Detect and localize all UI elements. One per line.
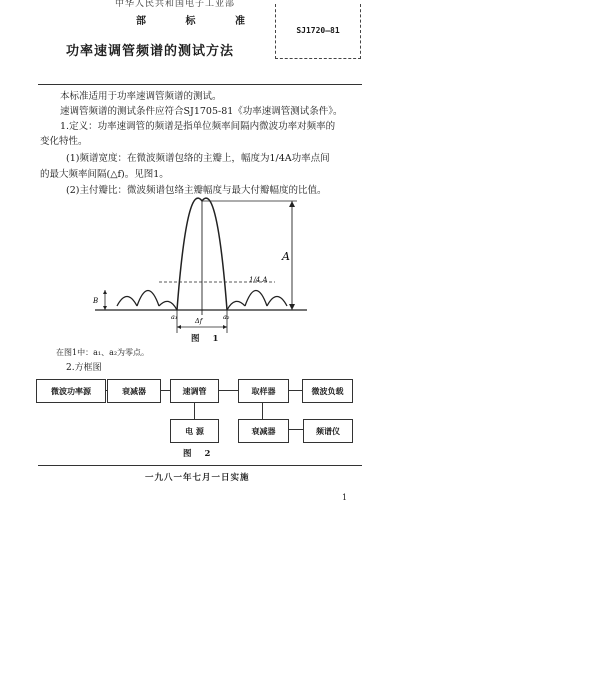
effective-date: 一九八一年七月一日实施 <box>145 473 250 483</box>
para-spectrum-width-2: 的最大频率间隔(△f)。见图1。 <box>40 169 169 180</box>
fig1-label-a1: a₁ <box>171 313 178 321</box>
figure1-caption: 图 1 <box>191 334 224 344</box>
box-spectrum-analyzer-label: 频谱仪 <box>316 425 340 436</box>
fig1-side-lobes-left <box>117 291 177 311</box>
box-sampler <box>238 379 289 403</box>
header-top-line: 中华人民共和国电子工业部 <box>115 0 236 9</box>
standard-number-box <box>275 4 361 59</box>
figure2-caption: 图 2 <box>183 449 216 459</box>
para-lobe-ratio: (2)主付瓣比：微波频谱包络主瓣幅度与最大付瓣幅度的比值。 <box>66 185 327 196</box>
box-power-supply-label: 电 源 <box>185 425 204 436</box>
page-number: 1 <box>342 493 348 502</box>
conn-klystron-power <box>194 402 195 419</box>
box-klystron-label: 速调管 <box>182 385 207 396</box>
box-attenuator-1 <box>107 379 161 403</box>
box-klystron <box>170 379 219 403</box>
box-attenuator-1-label: 衰减器 <box>122 385 146 396</box>
fig1-label-a: A <box>282 250 290 263</box>
box-attenuator-2-label: 衰减器 <box>251 425 276 436</box>
box-microwave-source-label: 微波功率源 <box>51 385 91 396</box>
fig1-label-b: B <box>93 297 99 305</box>
conn-sampler-att2 <box>262 402 263 419</box>
conn-sampler-load <box>288 390 302 391</box>
box-sampler-label: 取样器 <box>251 385 276 396</box>
fig1-label-a2: a₂ <box>223 313 230 321</box>
fig1-label-delta-f: Δf <box>195 317 203 325</box>
box-attenuator-2 <box>238 419 289 443</box>
department-standard-label: 部 标 准 <box>136 16 263 27</box>
footer-rule <box>38 465 362 466</box>
box-microwave-source <box>36 379 106 403</box>
para-conditions: 速调管频谱的测试条件应符合SJ1705-81《功率速调管测试条件》。 <box>60 106 343 117</box>
box-spectrum-analyzer <box>303 419 353 443</box>
header-rule <box>38 84 362 85</box>
para-spectrum-width-1: (1)频谱宽度：在微波频谱包络的主瓣上，幅度为1/4A功率点间 <box>66 153 330 164</box>
fig1-side-lobes-right <box>227 291 287 311</box>
box-microwave-load <box>302 379 353 403</box>
fig1-label-quarter-a: 1/4 A <box>249 276 268 284</box>
para-definition-2: 变化特性。 <box>40 136 88 147</box>
para-scope: 本标准适用于功率速调管频谱的测试。 <box>60 91 222 102</box>
figure1-note: 在图1中：a₁、a₂为零点。 <box>56 348 150 357</box>
box-microwave-load-label: 微波负载 <box>311 385 344 396</box>
conn-klystron-sampler <box>218 390 238 391</box>
document-title: 功率速调管频谱的测试方法 <box>66 44 235 59</box>
figure1-spectrum-diagram <box>85 195 315 340</box>
box-power-supply <box>170 419 219 443</box>
conn-att2-analyzer <box>288 429 303 430</box>
para-definition-1: 1.定义：功率速调管的频谱是指单位频率间隔内微波功率对频率的 <box>60 121 336 132</box>
standard-number: SJ1720—81 <box>296 26 340 35</box>
section-block-diagram-title: 2.方框图 <box>66 363 102 373</box>
